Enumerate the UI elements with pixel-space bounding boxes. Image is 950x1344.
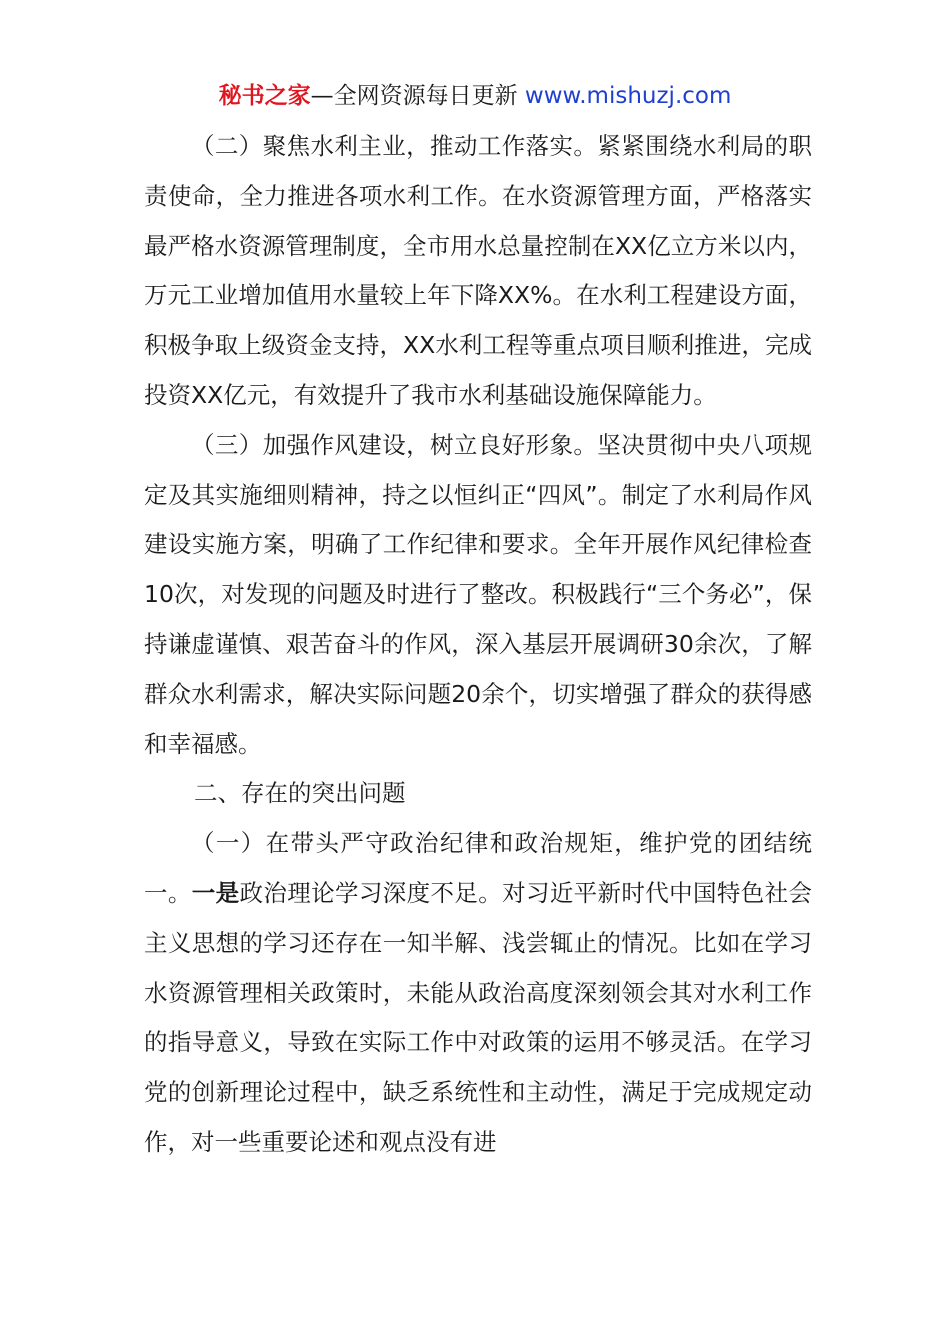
paragraph-bold-marker: 一是 <box>191 878 240 907</box>
site-tagline: —全网资源每日更新 <box>310 83 518 109</box>
paragraph-water-work: （二）聚焦水利主业，推动工作落实。紧紧围绕水利局的职责使命，全力推进各项水利工作。在水资源管理方面，严格落实最严格水资源管理制度，全市用水总量控制在XX亿立方米以内，万元工业增加值用水量较上年下降XX%。在水利工程建设方面，积极争取上级资金支持，XX水利工程等重点项目顺利推进，完成投资XX亿元，有效提升了我市水利基础设施保障能力。 <box>144 132 812 409</box>
site-url-link[interactable]: www.mishuzj.com <box>524 83 732 109</box>
document-body <box>144 122 812 1168</box>
site-header <box>0 80 950 112</box>
site-brand: 秘书之家 <box>218 83 311 109</box>
paragraph-political-discipline <box>144 819 812 1168</box>
section-heading: 二、存在的突出问题 <box>194 779 406 808</box>
paragraph-body: 政治理论学习深度不足。对习近平新时代中国特色社会主义思想的学习还存在一知半解、浅尝辄止的情况。比如在学习水资源管理相关政策时，未能从政治高度深刻领会其对水利工作的指导意义，导致在实际工作中对政策的运用不够灵活。在学习党的创新理论过程中，缺乏系统性和主动性，满足于完成规定动作，对一些重要论述和观点没有进 <box>144 878 813 1156</box>
paragraph-work-style: （三）加强作风建设，树立良好形象。坚决贯彻中央八项规定及其实施细则精神，持之以恒纠正“四风”。制定了水利局作风建设实施方案，明确了工作纪律和要求。全年开展作风纪律检查10次，对发现的问题及时进行了整改。积极践行“三个务必”，保持谦虚谨慎、艰苦奋斗的作风，深入基层开展调研30余次，了解群众水利需求，解决实际问题20余个，切实增强了群众的获得感和幸福感。 <box>144 430 812 758</box>
paragraph-lead: （一）在带头严守政治纪律和政治规矩，维护党的团结统一。 <box>144 829 812 907</box>
